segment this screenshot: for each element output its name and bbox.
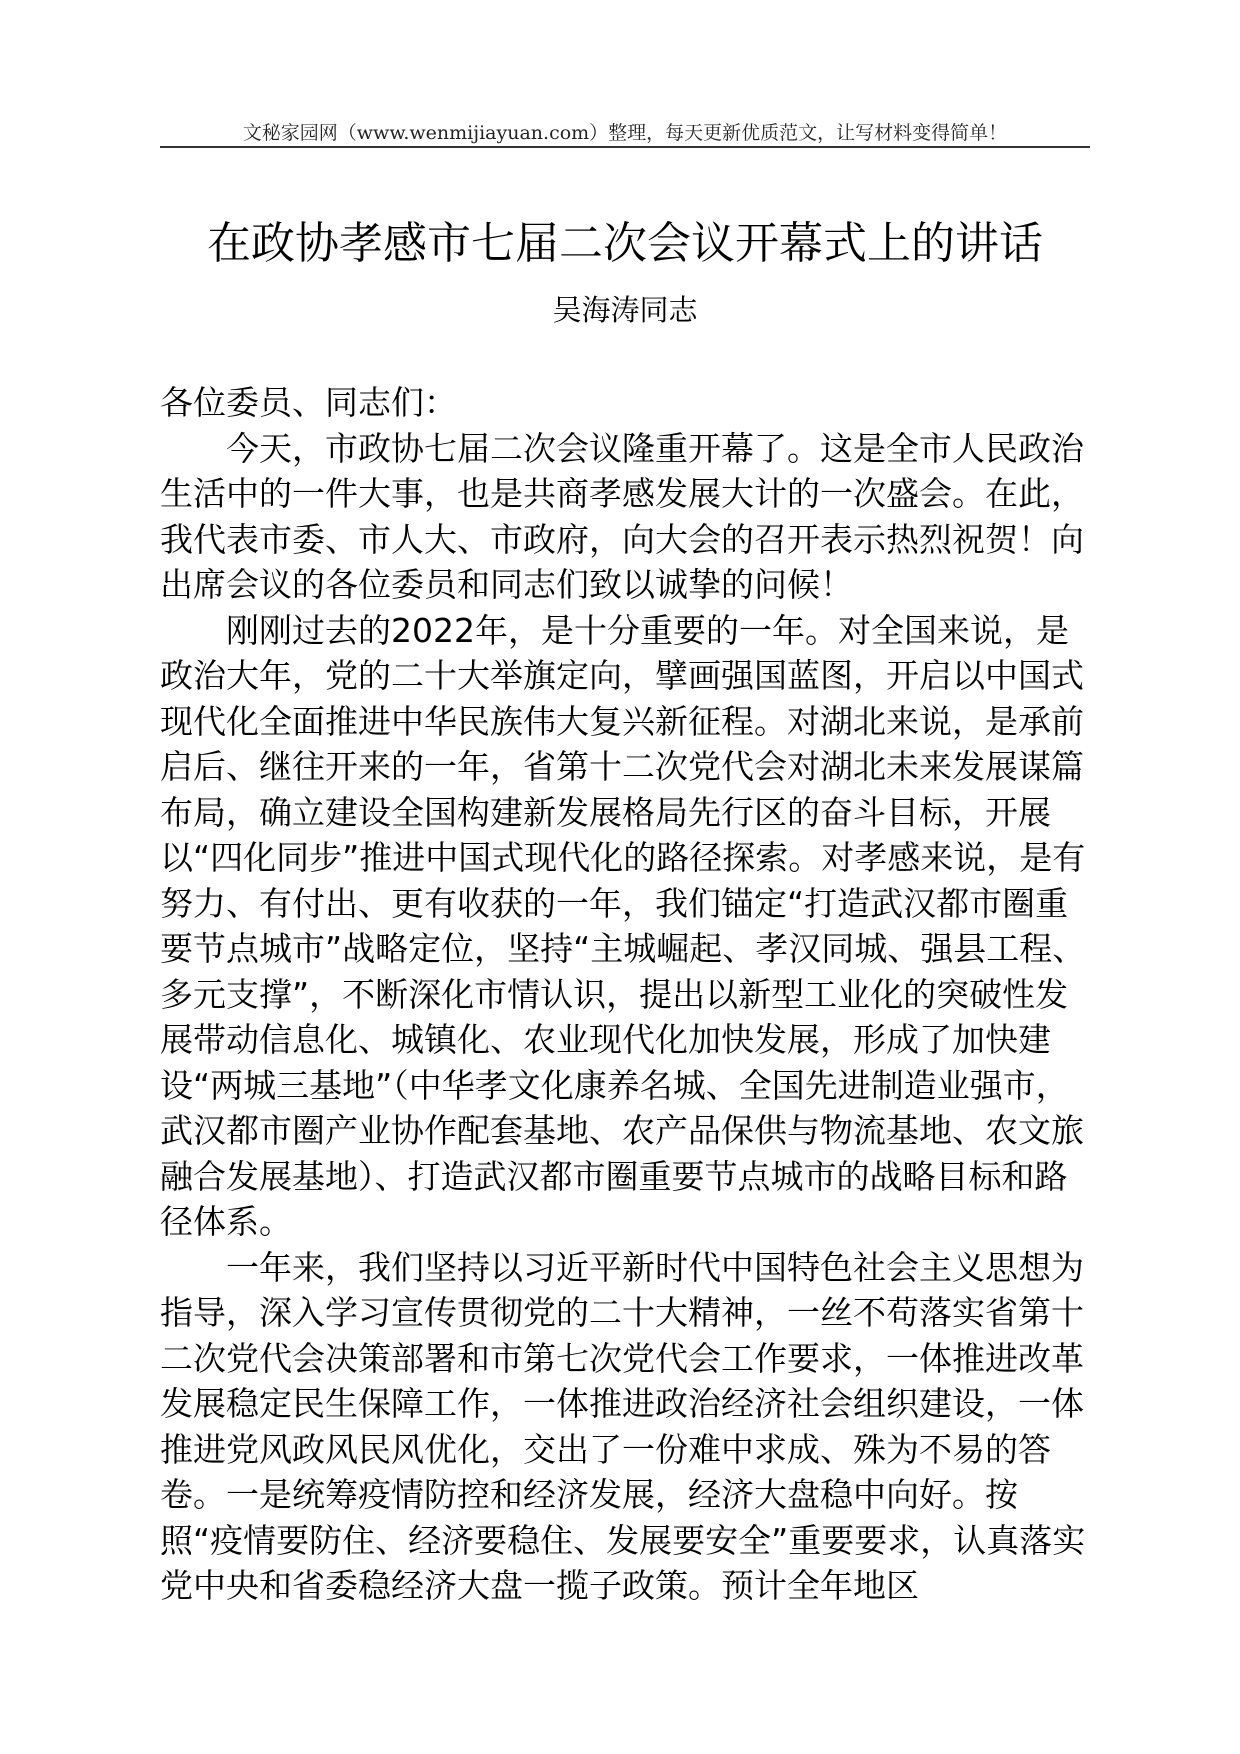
document-body bbox=[160, 380, 1090, 1609]
header-divider bbox=[160, 146, 1090, 148]
paragraph-2022-review: 刚刚过去的2022年，是十分重要的一年。对全国来说，是政治大年，党的二十大举旗定向，擘画强国蓝图，开启以中国式现代化全面推进中华民族伟大复兴新征程。对湖北来说，是承前启后、继往开来的一年，省第十二次党代会对湖北未来发展谋篇布局，确立建设全国构建新发展格局先行区的奋斗目标，开展以“四化同步”推进中国式现代化的路径探索。对孝感来说，是有努力、有付出、更有收获的一年，我们锚定“打造武汉都市圈重要节点城市”战略定位，坚持“主城崛起、孝汉同城、强县工程、多元支撑”，不断深化市情认识，提出以新型工业化的突破性发展带动信息化、城镇化、农业现代化加快发展，形成了加快建设“两城三基地”（中华孝文化康养名城、全国先进制造业强市，武汉都市圈产业协作配套基地、农产品保供与物流基地、农文旅融合发展基地）、打造武汉都市圈重要节点城市的战略目标和路径体系。 bbox=[160, 610, 1086, 1241]
document-title: 在政协孝感市七届二次会议开幕式上的讲话 bbox=[207, 218, 1043, 269]
paragraph-opening: 今天，市政协七届二次会议隆重开幕了。这是全市人民政治生活中的一件大事，也是共商孝感发展大计的一次盛会。在此，我代表市委、市人大、市政府，向大会的召开表示热烈祝贺！向出席会议的各位委员和同志们致以诚挚的问候！ bbox=[160, 428, 1084, 604]
salutation: 各位委员、同志们： bbox=[160, 383, 457, 422]
paragraph-year-achievements: 一年来，我们坚持以习近平新时代中国特色社会主义思想为指导，深入学习宣传贯彻党的二十大精神，一丝不苟落实省第十二次党代会决策部署和市第七次党代会工作要求，一体推进改革发展稳定民生保障工作，一体推进政治经济社会组织建设，一体推进党风政风民风优化，交出了一份难中求成、殊为不易的答卷。一是统筹疫情防控和经济发展，经济大盘稳中向好。按照“疫情要防住、经济要稳住、发展要安全”重要要求，认真落实党中央和省委稳经济大盘一揽子政策。预计全年地区 bbox=[160, 1247, 1086, 1605]
document-author: 吴海涛同志 bbox=[552, 293, 698, 327]
page-header: 文秘家园网（www.wenmijiayuan.com）整理，每天更新优质范文，让写材料变得简单！ bbox=[242, 122, 1008, 144]
